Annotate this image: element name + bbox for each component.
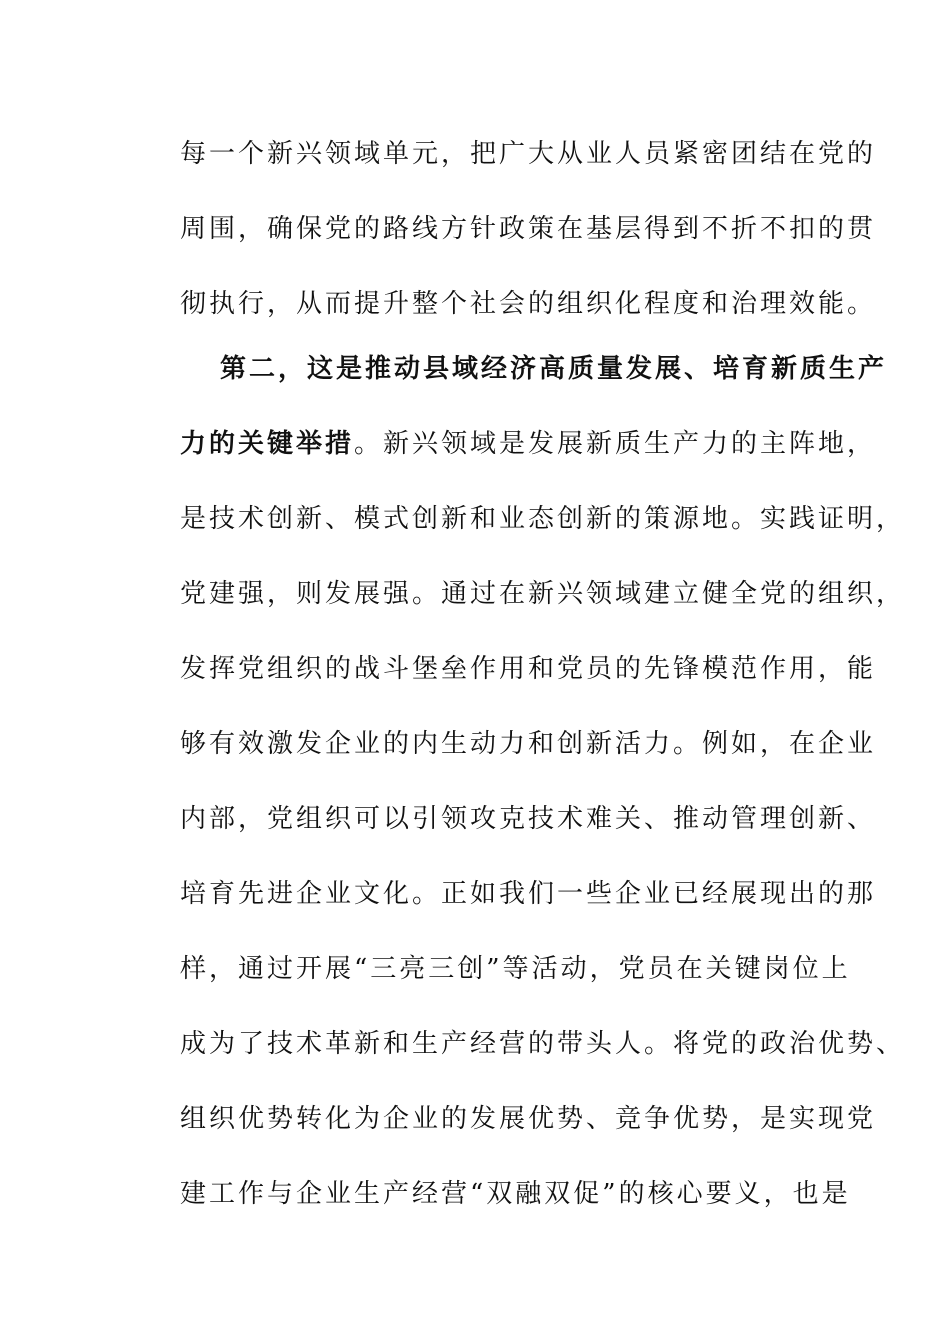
paragraph-line: 组织优势转化为企业的发展优势、竞争优势，是实现党 (180, 1104, 877, 1134)
paragraph-line: 彻执行，从而提升整个社会的组织化程度和治理效能。 (180, 289, 877, 319)
paragraph-line: 周围，确保党的路线方针政策在基层得到不折不扣的贯 (180, 214, 877, 244)
section-heading-tail: 力的关键举措 (180, 429, 355, 459)
paragraph-line: 内部，党组织可以引领攻克技术难关、推动管理创新、 (180, 804, 877, 834)
paragraph-line: 建工作与企业生产经营“双融双促”的核心要义，也是 (180, 1179, 851, 1209)
paragraph-line: 培育先进企业文化。正如我们一些企业已经展现出的那 (180, 879, 877, 909)
section-heading-line: 第二，这是推动县域经济高质量发展、培育新质生产 (220, 354, 888, 384)
paragraph-line: 每一个新兴领域单元，把广大从业人员紧密团结在党的 (180, 139, 877, 169)
paragraph-line: 够有效激发企业的内生动力和创新活力。例如，在企业 (180, 729, 877, 759)
paragraph-line (180, 427, 877, 461)
paragraph-line: 发挥党组织的战斗堡垒作用和党员的先锋模范作用，能 (180, 654, 877, 684)
paragraph-line: 样，通过开展“三亮三创”等活动，党员在关键岗位上 (180, 954, 851, 984)
paragraph-text: 。新兴领域是发展新质生产力的主阵地， (354, 429, 877, 459)
paragraph-line: 党建强，则发展强。通过在新兴领域建立健全党的组织， (180, 579, 906, 609)
paragraph-line: 成为了技术革新和生产经营的带头人。将党的政治优势、 (180, 1029, 906, 1059)
paragraph-line: 是技术创新、模式创新和业态创新的策源地。实践证明， (180, 504, 906, 534)
